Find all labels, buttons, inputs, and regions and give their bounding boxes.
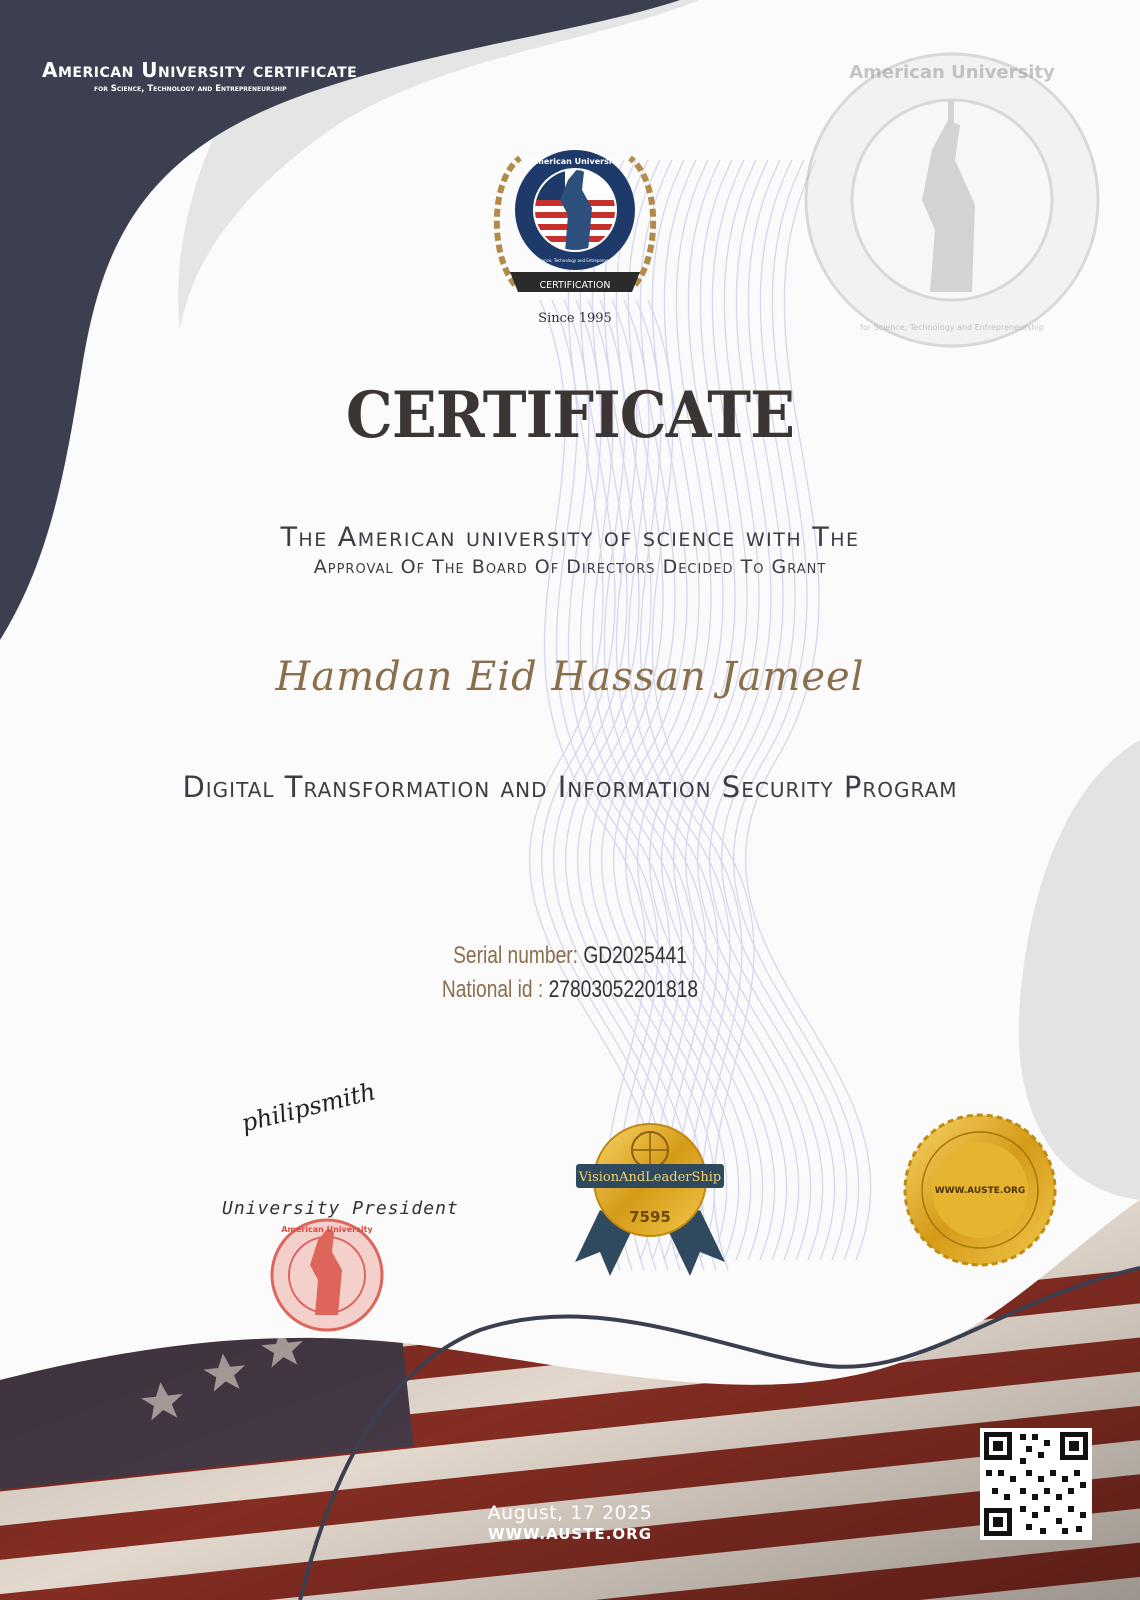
- vision-badge-number: 7595: [629, 1208, 671, 1226]
- organization-name: American University certificate: [42, 58, 358, 82]
- president-title: University President: [222, 1198, 459, 1219]
- issue-date: August, 17 2025: [487, 1502, 653, 1524]
- red-stamp: [272, 1220, 382, 1330]
- gold-seal-text: WWW.AUSTE.ORG: [934, 1186, 1026, 1196]
- grey-swoosh-right: [1019, 740, 1140, 1200]
- intro-line-2: Approval Of The Board Of Directors Decided To Grant: [313, 556, 827, 578]
- vision-badge-text: VisionAndLeaderShip: [578, 1170, 722, 1185]
- watermark-ring-text: American University: [849, 62, 1055, 83]
- serial-label: Serial number:: [453, 942, 578, 969]
- national-id-line: [330, 976, 810, 1004]
- intro-line-1: The American university of science with The: [280, 522, 860, 553]
- program-name: Digital Transformation and Information Security Program: [182, 770, 958, 804]
- serial-number-line: [330, 942, 810, 970]
- national-id-label: National id :: [441, 976, 544, 1003]
- organization-subtitle: for Science, Technology and Entrepreneurship: [94, 84, 287, 94]
- watermark-ring-sub-text: for Science, Technology and Entrepreneurship: [860, 323, 1044, 332]
- footer-website: WWW.AUSTE.ORG: [487, 1525, 653, 1543]
- since-text: Since 1995: [538, 311, 612, 326]
- national-id-value: 27803052201818: [548, 976, 699, 1003]
- qr-code: [980, 1428, 1092, 1540]
- wave-lines: [530, 160, 871, 1270]
- logo-ring-text: American University: [529, 157, 621, 166]
- logo-ribbon-text: CERTIFICATION: [539, 280, 611, 291]
- logo-ring-sub-text: for Science, Technology and Entrepreneurship: [529, 258, 621, 263]
- serial-value: GD2025441: [583, 942, 687, 969]
- recipient-name: Hamdan Eid Hassan Jameel: [275, 654, 865, 700]
- certificate-title: CERTIFICATE: [345, 378, 795, 453]
- watermark-seal: [806, 54, 1098, 346]
- stamp-text: American University: [281, 1225, 373, 1234]
- signature: philipsmith: [238, 1077, 379, 1138]
